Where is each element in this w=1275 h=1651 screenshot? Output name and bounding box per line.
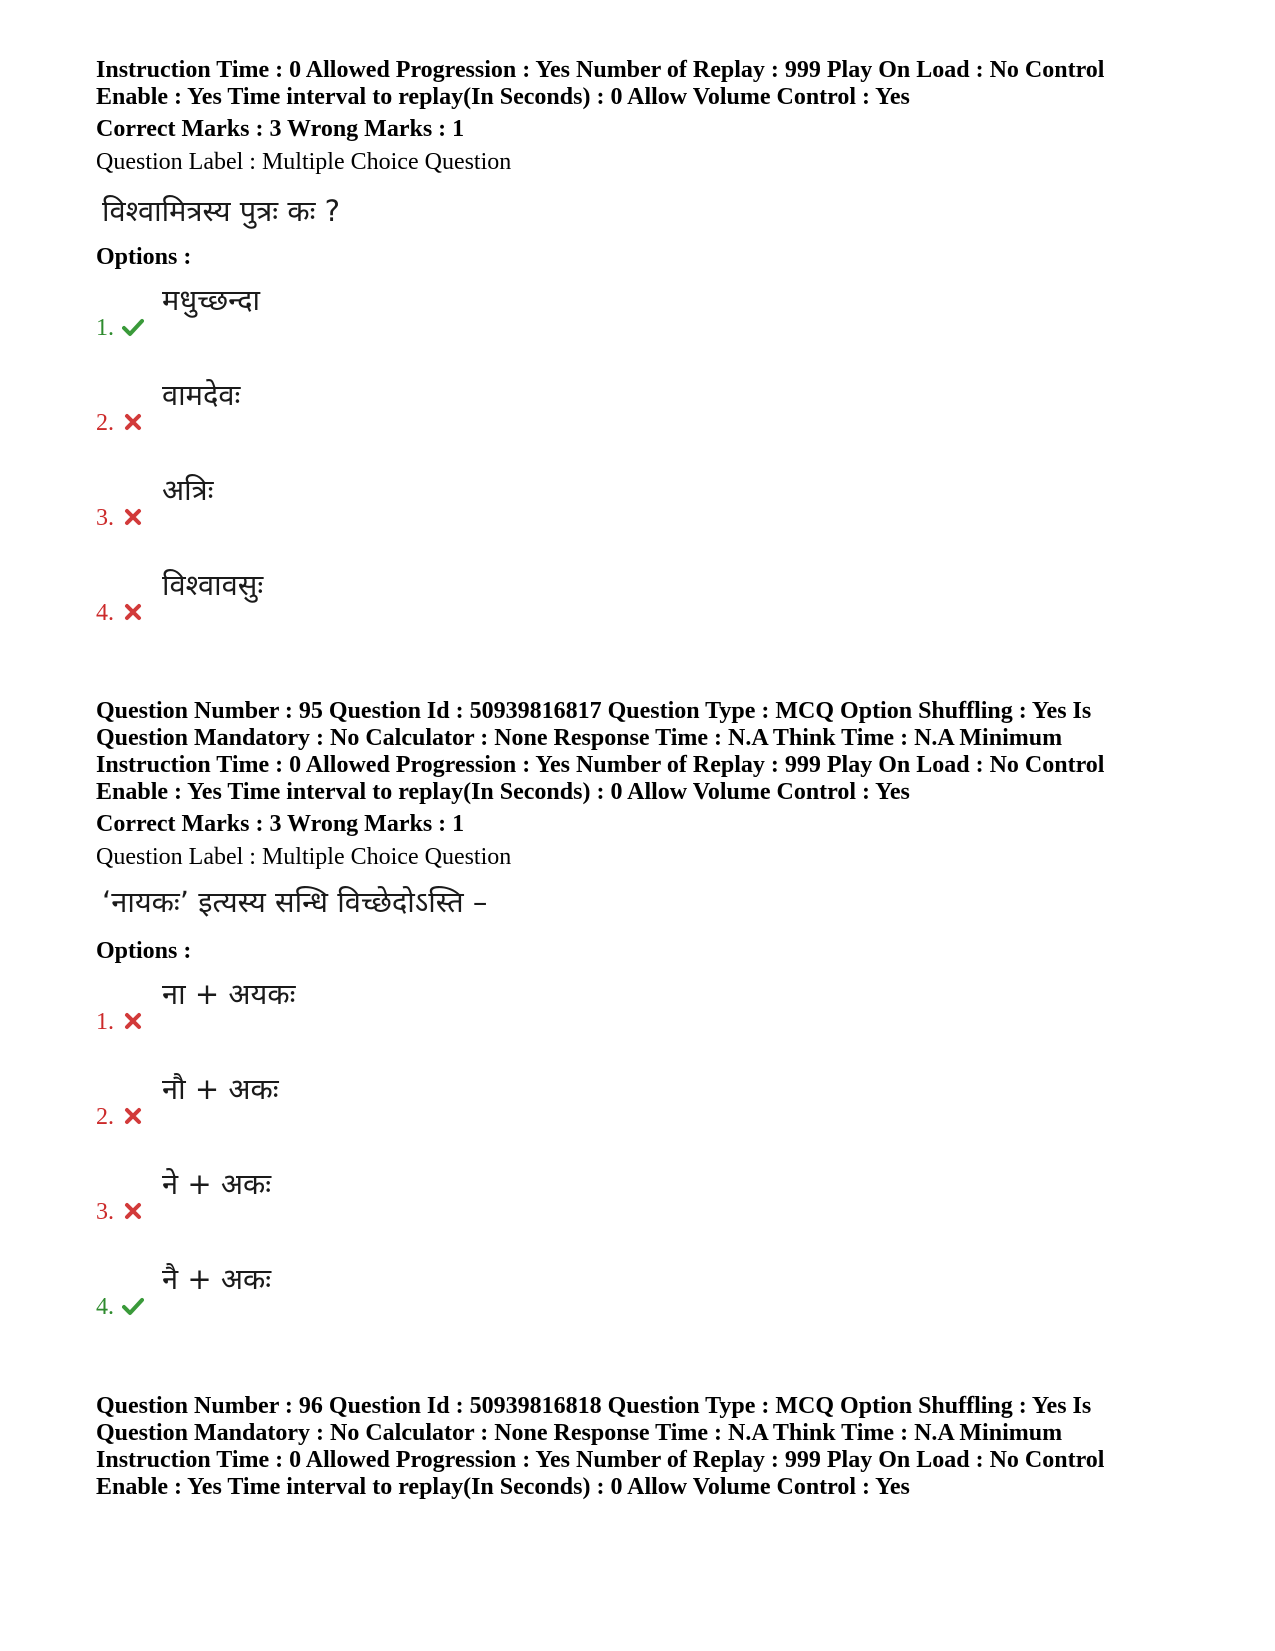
question-meta-line: Enable : Yes Time interval to replay(In Seconds) : 0 Allow Volume Control : Yes — [96, 779, 910, 805]
option-text: ने + अकः — [162, 1167, 272, 1201]
option-number: 4. — [96, 1294, 114, 1320]
marks-line: Correct Marks : 3 Wrong Marks : 1 — [96, 811, 465, 837]
option-number: 3. — [96, 505, 114, 531]
question-meta-line: Question Number : 96 Question Id : 50939816818 Question Type : MCQ Option Shuffling : Yes Is — [96, 1393, 1092, 1419]
question-meta-line: Question Number : 95 Question Id : 50939816817 Question Type : MCQ Option Shuffling : Yes Is — [96, 698, 1092, 724]
option-text: मधुच्छन्दा — [162, 283, 261, 317]
question-label: Question Label : Multiple Choice Question — [96, 844, 512, 870]
question-label: Question Label : Multiple Choice Question — [96, 149, 512, 175]
option-text: नौ + अकः — [162, 1072, 279, 1106]
question-meta-line: Question Mandatory : No Calculator : None Response Time : N.A Think Time : N.A Minimum — [96, 725, 1063, 751]
question-meta-line: Enable : Yes Time interval to replay(In Seconds) : 0 Allow Volume Control : Yes — [96, 1474, 910, 1500]
check-icon — [122, 316, 144, 338]
question-text: ‘नायकः’ इत्यस्य सन्धि विच्छेदोऽस्ति – — [102, 885, 488, 919]
option-item — [96, 567, 796, 627]
option-item — [96, 1166, 796, 1226]
option-number: 1. — [96, 1009, 114, 1035]
question-meta-line: Instruction Time : 0 Allowed Progression : Yes Number of Replay : 999 Play On Load : No Control — [96, 1447, 1105, 1473]
question-meta-line: Instruction Time : 0 Allowed Progression : Yes Number of Replay : 999 Play On Load : No Control — [96, 752, 1105, 778]
option-item — [96, 282, 796, 342]
option-text: अत्रिः — [162, 473, 214, 507]
marks-line: Correct Marks : 3 Wrong Marks : 1 — [96, 116, 465, 142]
option-number: 2. — [96, 410, 114, 436]
option-number: 1. — [96, 315, 114, 341]
cross-icon — [122, 1200, 144, 1222]
option-item — [96, 472, 796, 532]
option-number: 3. — [96, 1199, 114, 1225]
option-text: विश्वावसुः — [162, 568, 264, 602]
option-item — [96, 976, 796, 1036]
option-text: ना + अयकः — [162, 977, 296, 1011]
option-text: नै + अकः — [162, 1262, 272, 1296]
question-text: विश्वामित्रस्य पुत्रः कः ? — [102, 194, 341, 228]
question-meta-line: Instruction Time : 0 Allowed Progression : Yes Number of Replay : 999 Play On Load : No Control — [96, 57, 1105, 83]
option-number: 4. — [96, 600, 114, 626]
cross-icon — [122, 411, 144, 433]
option-item — [96, 377, 796, 437]
option-text: वामदेवः — [162, 378, 241, 412]
question-meta-line: Enable : Yes Time interval to replay(In Seconds) : 0 Allow Volume Control : Yes — [96, 84, 910, 110]
question-meta-line: Question Mandatory : No Calculator : None Response Time : N.A Think Time : N.A Minimum — [96, 1420, 1063, 1446]
option-item — [96, 1261, 796, 1321]
cross-icon — [122, 1105, 144, 1127]
option-number: 2. — [96, 1104, 114, 1130]
option-item — [96, 1071, 796, 1131]
options-heading: Options : — [96, 244, 192, 270]
check-icon — [122, 1295, 144, 1317]
cross-icon — [122, 506, 144, 528]
cross-icon — [122, 1010, 144, 1032]
cross-icon — [122, 601, 144, 623]
options-heading: Options : — [96, 938, 192, 964]
